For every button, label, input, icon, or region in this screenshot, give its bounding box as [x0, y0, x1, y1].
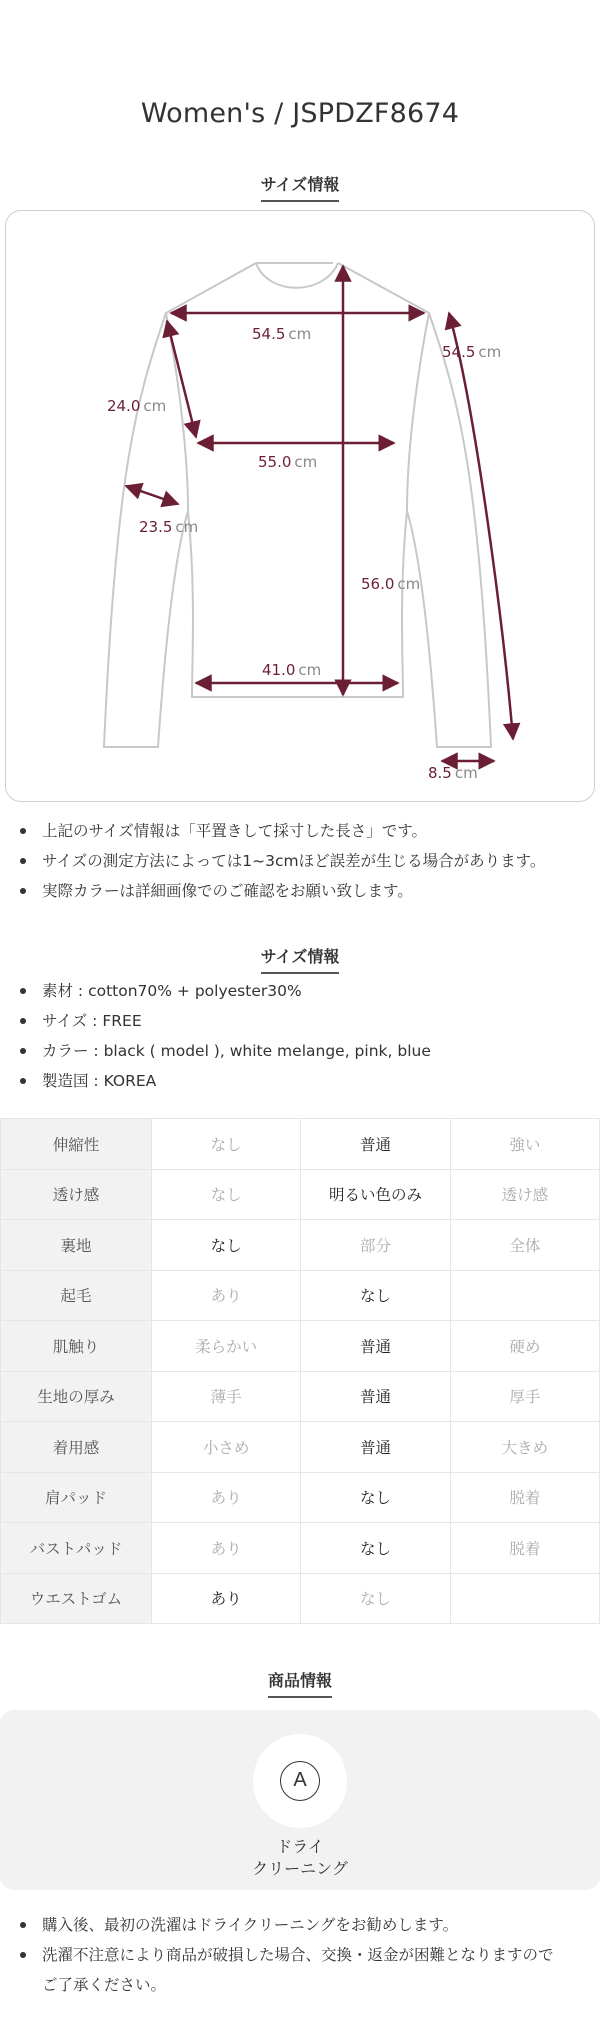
attribute-label: 肌触り	[1, 1321, 152, 1372]
attribute-option	[450, 1573, 599, 1624]
table-row	[1, 1472, 600, 1523]
attribute-option: 部分	[301, 1220, 450, 1271]
attribute-option: 厚手	[450, 1371, 599, 1422]
attribute-option: 全体	[450, 1220, 599, 1271]
attribute-option-selected: あり	[152, 1573, 301, 1624]
garment-outline-diagram	[6, 211, 596, 803]
table-row	[1, 1573, 600, 1624]
attribute-option-selected: 明るい色のみ	[301, 1169, 450, 1220]
list-item: 購入後、最初の洗濯はドライクリーニングをお勧めします。	[0, 1910, 600, 1940]
attribute-option: なし	[301, 1573, 450, 1624]
care-notes-list	[0, 1910, 600, 2000]
page-title: Women's / JSPDZF8674	[140, 98, 460, 129]
attribute-label: 伸縮性	[1, 1119, 152, 1170]
size-info-heading	[0, 172, 600, 202]
attribute-table	[0, 1118, 600, 1624]
attribute-label: 生地の厚み	[1, 1371, 152, 1422]
detail-list	[0, 976, 600, 1096]
table-row	[1, 1119, 600, 1170]
shoulder-measurement: 54.5 cm	[252, 325, 312, 343]
attribute-option: あり	[152, 1270, 301, 1321]
attribute-option-selected: 普通	[301, 1371, 450, 1422]
attribute-option-selected: なし	[301, 1523, 450, 1574]
armhole-measurement: 24.0 cm	[107, 397, 167, 415]
product-info-heading	[0, 1668, 600, 1698]
measurement-lines	[126, 266, 513, 761]
length-measurement: 56.0 cm	[361, 575, 421, 593]
attribute-option: 脱着	[450, 1472, 599, 1523]
detail-info-heading-text: サイズ情報	[261, 944, 340, 974]
upper-arm-line	[126, 486, 178, 504]
sleeve-measurement: 54.5 cm	[442, 343, 502, 361]
attribute-label: 透け感	[1, 1169, 152, 1220]
care-label	[0, 1836, 600, 1880]
attribute-label: 裏地	[1, 1220, 152, 1271]
origin-item: 製造国 : KOREA	[0, 1066, 600, 1096]
attribute-option: 大きめ	[450, 1422, 599, 1473]
attribute-option-selected: 普通	[301, 1321, 450, 1372]
attribute-option-selected: 普通	[301, 1119, 450, 1170]
table-row	[1, 1169, 600, 1220]
attribute-label: 肩パッド	[1, 1472, 152, 1523]
size-diagram	[5, 210, 595, 802]
color-item: カラー : black ( model ), white melange, pink, blue	[0, 1036, 600, 1066]
table-row	[1, 1371, 600, 1422]
attribute-option-selected: なし	[301, 1472, 450, 1523]
list-item-continuation: ご了承ください。	[42, 1976, 167, 1994]
list-item: 上記のサイズ情報は「平置きして採寸した長さ」です。	[0, 816, 600, 846]
sleeve-line	[449, 313, 513, 739]
product-info-heading-text: 商品情報	[268, 1668, 332, 1698]
table-row	[1, 1220, 600, 1271]
attribute-label: 起毛	[1, 1270, 152, 1321]
list-item: 洗濯不注意により商品が破損した場合、交換・返金が困難となりますので	[0, 1940, 600, 1970]
table-row	[1, 1422, 600, 1473]
care-label-line2: クリーニング	[252, 1859, 348, 1878]
attribute-label: バストパッド	[1, 1523, 152, 1574]
detail-info-heading	[0, 944, 600, 974]
attribute-option: あり	[152, 1472, 301, 1523]
hem-measurement: 41.0 cm	[262, 661, 322, 679]
list-item: サイズの測定方法によっては1~3cmほど誤差が生じる場合があります。	[0, 846, 600, 876]
chest-measurement: 55.0 cm	[258, 453, 318, 471]
table-row	[1, 1523, 600, 1574]
attribute-option: 脱着	[450, 1523, 599, 1574]
attribute-option: 硬め	[450, 1321, 599, 1372]
table-row	[1, 1270, 600, 1321]
care-symbol-badge	[253, 1734, 347, 1828]
attribute-option: あり	[152, 1523, 301, 1574]
attribute-option	[450, 1270, 599, 1321]
table-row	[1, 1321, 600, 1372]
list-item: 実際カラーは詳細画像でのご確認をお願い致します。	[0, 876, 600, 906]
size-item: サイズ : FREE	[0, 1006, 600, 1036]
attribute-option-selected: なし	[301, 1270, 450, 1321]
care-label-line1: ドライ	[276, 1837, 324, 1856]
size-info-heading-text: サイズ情報	[261, 172, 340, 202]
upper-arm-measurement: 23.5 cm	[139, 518, 199, 536]
attribute-option-selected: なし	[152, 1220, 301, 1271]
attribute-option: 透け感	[450, 1169, 599, 1220]
attribute-option: なし	[152, 1169, 301, 1220]
attribute-option: 柔らかい	[152, 1321, 301, 1372]
size-notes-list	[0, 816, 600, 906]
attribute-option-selected: 普通	[301, 1422, 450, 1473]
care-panel	[0, 1710, 600, 1890]
attribute-option: 小さめ	[152, 1422, 301, 1473]
attribute-option: 薄手	[152, 1371, 301, 1422]
cuff-measurement: 8.5 cm	[428, 764, 478, 782]
dry-clean-icon: A	[280, 1761, 320, 1801]
material-item: 素材 : cotton70% + polyester30%	[0, 976, 600, 1006]
attribute-option: 強い	[450, 1119, 599, 1170]
attribute-label: 着用感	[1, 1422, 152, 1473]
attribute-option: なし	[152, 1119, 301, 1170]
attribute-label: ウエストゴム	[1, 1573, 152, 1624]
